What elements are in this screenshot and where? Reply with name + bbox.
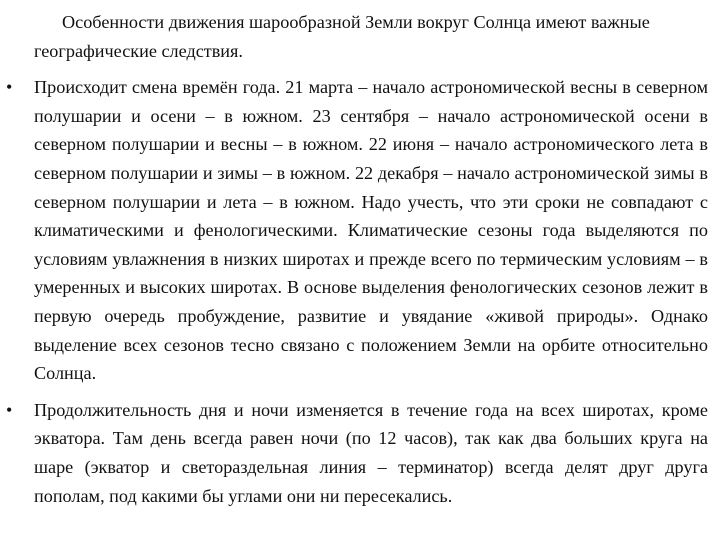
bullet-item-day-night [6, 396, 708, 510]
bullet-text-day-night: Продолжительность дня и ночи изменяется в течение года на всех широтах, кроме экватора. Там день всегда равен ночи (по 12 часов), так как два больших круга на шаре (экватор и светораздельная линия – терминатор) всегда делят друг друга пополам, под какими бы углами они ни пересекались. [34, 399, 708, 506]
bullet-icon: • [6, 399, 13, 420]
intro-paragraph: Особенности движения шарообразной Земли вокруг Солнца имеют важные географические следствия. [34, 12, 650, 61]
bullet-list [6, 73, 708, 510]
bullet-item-seasons [6, 73, 708, 388]
bullet-icon: • [6, 77, 13, 98]
bullet-text-seasons: Происходит смена времён года. 21 марта – начало астрономической весны в северном полушарии и осени – в южном. 23 сентября – начало астрономической осени в северном полушарии и весны – в южном. 22 июня – начало астрономического лета в северном полушарии и зимы – в южном. 22 декабря – начало астрономической зимы в северном полушарии и лета – в южном. Надо учесть, что эти сроки не совпадают с климатическими и фенологическими. Климатические сезоны года выделяются по условиям увлажнения в низких широтах и прежде всего по термическим условиям – в умеренных и высоких широтах. В основе выделения фенологических сезонов лежит в первую очередь пробуждение, развитие и увядание «живой природы». Однако выделение всех сезонов тесно связано с положением Земли на орбите относительно Солнца. [34, 77, 708, 384]
